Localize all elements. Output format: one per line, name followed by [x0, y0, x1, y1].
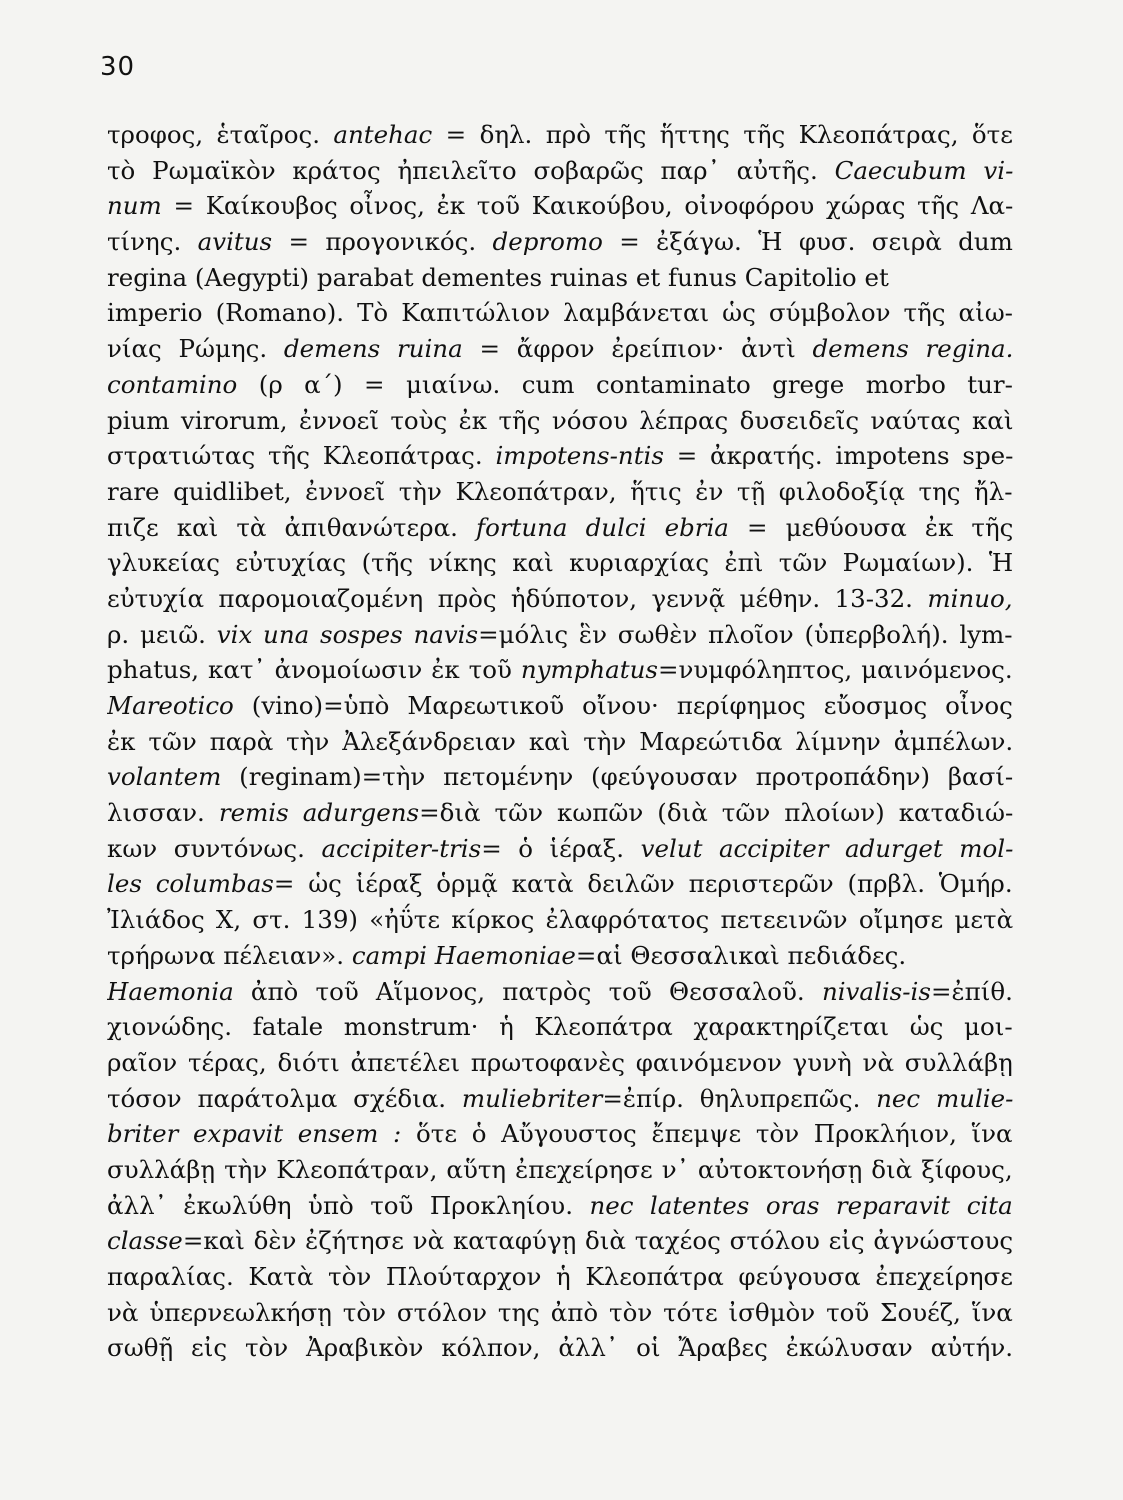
text-segment: νὰ ὑπερνεωλκήσῃ τὸν στόλον της ἀπὸ τὸν τότε ἰσθμὸν τοῦ Σουέζ, ἵνα	[107, 1297, 1013, 1327]
text-segment: νίας Ρώμης.	[107, 334, 284, 364]
text-segment: τροφος, ἑταῖρος.	[107, 120, 334, 149]
text-segment: τὸ Ρωμαϊκὸν κράτος ἠπειλεῖτο σοβαρῶς παρ᾽ αὐτῆς.	[107, 155, 835, 185]
text-line	[107, 1152, 1013, 1188]
text-line	[107, 1295, 1013, 1331]
text-segment: κων συντόνως.	[107, 833, 322, 863]
latin-term: antehac	[333, 120, 433, 149]
latin-term: minuo,	[927, 583, 1013, 613]
text-segment: =μόλις ἓν σωθὲν πλοῖον (ὑπερβολή). lym-	[478, 619, 1013, 649]
latin-term: nec mulie-	[876, 1083, 1013, 1113]
text-line	[107, 260, 1013, 296]
latin-term: accipiter-tris	[321, 833, 482, 863]
latin-term: demens regina.	[812, 334, 1013, 364]
page-number: 30	[100, 52, 136, 82]
text-segment: = ἄφρον ἐρείπιον· ἀντὶ	[462, 334, 813, 364]
text-line	[107, 1188, 1013, 1224]
text-line	[107, 1116, 1013, 1152]
text-line	[107, 510, 1013, 546]
text-segment: στρατιώτας τῆς Κλεοπάτρας.	[107, 441, 496, 471]
latin-term: velut accipiter adurget mol-	[640, 833, 1013, 863]
latin-term: num	[107, 191, 162, 221]
latin-term: Mareotico	[107, 691, 234, 720]
text-line	[107, 403, 1013, 439]
text-line	[107, 1045, 1013, 1081]
text-line	[107, 474, 1013, 510]
text-line	[107, 866, 1013, 902]
text-line	[107, 688, 1013, 724]
text-segment: =αἱ Θεσσαλικαὶ πεδιάδες.	[575, 940, 907, 970]
latin-term: volantem	[107, 762, 222, 792]
latin-term: avitus	[197, 227, 273, 257]
latin-term: Caecubum vi-	[834, 155, 1013, 185]
text-segment: phatus, κατ᾽ ἀνομοίωσιν ἐκ τοῦ	[107, 655, 521, 685]
latin-term: impotens-ntis	[495, 441, 664, 471]
text-segment: (ρ α΄) = μιαίνω. cum contaminato grege morbo tur-	[237, 369, 1013, 399]
text-segment: γλυκείας εὐτυχίας (τῆς νίκης καὶ κυριαρχίας ἐπὶ τῶν Ρωμαίων). Ἡ	[107, 548, 1013, 578]
text-segment: =νυμφόληπτος, μαινόμενος.	[657, 655, 1013, 685]
text-segment: ἐκ τῶν παρὰ τὴν Ἀλεξάνδρειαν καὶ τὴν Μαρεώτιδα λίμνην ἀμπέλων.	[107, 726, 1013, 756]
text-segment: (reginam)=τὴν πετομένην (φεύγουσαν προτροπάδην) βασί-	[221, 762, 1013, 792]
text-segment: πιζε καὶ τὰ ἀπιθανώτερα.	[107, 512, 476, 542]
text-segment: ρ. μειῶ.	[107, 619, 217, 649]
text-segment: τρήρωνα πέλειαν».	[107, 940, 352, 970]
text-segment: = ἀκρατής. impotens spe-	[663, 441, 1013, 471]
latin-term: Haemonia	[107, 976, 234, 1006]
latin-term: fortuna dulci ebria	[476, 512, 729, 542]
latin-term: remis adurgens	[218, 798, 420, 828]
text-segment: = ὁ ἱέραξ.	[481, 833, 641, 863]
text-segment: λισσαν.	[107, 798, 219, 828]
text-line	[107, 331, 1013, 367]
text-segment: = ὡς ἱέραξ ὁρμᾷ κατὰ δειλῶν περιστερῶν (πρβλ. Ὁμήρ.	[273, 869, 1013, 899]
text-segment: ἀλλ᾽ ἐκωλύθη ὑπὸ τοῦ Προκληίου.	[107, 1190, 590, 1220]
text-line	[107, 938, 1013, 974]
text-line	[107, 1259, 1013, 1295]
latin-term: classe	[107, 1226, 183, 1256]
text-segment: ραῖον τέρας, διότι ἀπετέλει πρωτοφανὲς φαινόμενον γυνὴ νὰ συλλάβῃ	[107, 1047, 1013, 1077]
text-segment: σωθῇ εἰς τὸν Ἀραβικὸν κόλπον, ἀλλ᾽ οἱ Ἄραβες ἐκώλυσαν αὐτήν.	[107, 1333, 1013, 1363]
text-line	[107, 545, 1013, 581]
text-line	[107, 1009, 1013, 1045]
text-line	[107, 974, 1013, 1010]
text-line	[107, 831, 1013, 867]
text-segment: = δηλ. πρὸ τῆς ἥττης τῆς Κλεοπάτρας, ὅτε	[432, 120, 1013, 149]
text-segment: Ἰλιάδος Χ, στ. 139) «ἠΰτε κίρκος ἐλαφρότατος πετεεινῶν οἴμησε μετὰ	[107, 905, 1013, 935]
text-segment: τίνης.	[107, 227, 198, 257]
text-line	[107, 438, 1013, 474]
text-line	[107, 1330, 1013, 1366]
text-segment: τόσον παράτολμα σχέδια.	[107, 1083, 462, 1113]
text-line	[107, 617, 1013, 653]
latin-term: les columbas	[107, 869, 274, 899]
text-segment: εὐτυχία παρομοιαζομένη πρὸς ἡδύποτον, γεννᾷ μέθην. 13-32.	[107, 583, 928, 613]
text-segment: regina (Aegypti) parabat dementes ruinas et funus Capitolio et	[107, 262, 889, 292]
text-segment: χιονώδης. fatale monstrum· ἡ Κλεοπάτρα χαρακτηρίζεται ὡς μοι-	[107, 1012, 1013, 1042]
text-line	[107, 188, 1013, 224]
text-segment: rare quidlibet, ἐννοεῖ τὴν Κλεοπάτραν, ἥτις ἐν τῇ φιλοδοξίᾳ της ἤλ-	[107, 476, 1013, 506]
text-line	[107, 1081, 1013, 1117]
text-segment: =ἐπίρ. θηλυπρεπῶς.	[602, 1083, 877, 1113]
latin-term: demens ruina	[283, 334, 463, 364]
text-line	[107, 652, 1013, 688]
text-segment: παραλίας. Κατὰ τὸν Πλούταρχον ἡ Κλεοπάτρα φεύγουσα ἐπεχείρησε	[107, 1262, 1013, 1291]
text-segment: = Καίκουβος οἶνος, ἐκ τοῦ Καικούβου, οἰνοφόρου χώρας τῆς Λα-	[161, 191, 1013, 221]
latin-term: depromo	[492, 227, 603, 257]
text-line	[107, 295, 1013, 331]
latin-term: campi Haemoniae	[351, 940, 576, 970]
latin-term: nec latentes oras reparavit cita	[589, 1190, 1013, 1220]
text-segment: ἀπὸ τοῦ Αἵμονος, πατρὸς τοῦ Θεσσαλοῦ.	[233, 976, 822, 1006]
text-segment: = μεθύουσα ἐκ τῆς	[728, 512, 1013, 542]
text-segment: (vino)=ὑπὸ Μαρεωτικοῦ οἴνου· περίφημος εὔοσμος οἶνος	[233, 691, 1013, 720]
text-line	[107, 724, 1013, 760]
text-line	[107, 224, 1013, 260]
latin-term: nymphatus	[520, 655, 658, 685]
latin-term: muliebriter	[461, 1083, 603, 1113]
text-segment: = προγονικός.	[272, 227, 493, 257]
text-segment: = ἐξάγω. Ἡ φυσ. σειρὰ dum	[602, 227, 1013, 257]
text-segment: ὅτε ὁ Αὔγουστος ἔπεμψε τὸν Προκλήιον, ἵνα	[401, 1119, 1013, 1149]
latin-term: briter expavit ensem :	[107, 1119, 402, 1149]
latin-term: nivalis-is	[821, 976, 931, 1006]
text-line	[107, 1223, 1013, 1259]
commentary-text	[107, 117, 1013, 1366]
latin-term: vix una sospes navis	[216, 619, 479, 649]
text-line	[107, 902, 1013, 938]
latin-term: contamino	[107, 369, 238, 399]
text-segment: imperio (Romano). Τὸ Καπιτώλιον λαμβάνεται ὡς σύμβολον τῆς αἰω-	[107, 298, 1013, 328]
text-line	[107, 117, 1013, 153]
text-line	[107, 367, 1013, 403]
text-line	[107, 153, 1013, 189]
text-segment: συλλάβῃ τὴν Κλεοπάτραν, αὕτη ἐπεχείρησε ν᾽ αὐτοκτονήσῃ διὰ ξίφους,	[107, 1154, 1013, 1184]
text-segment: =διὰ τῶν κωπῶν (διὰ τῶν πλοίων) καταδιώ-	[419, 798, 1013, 828]
text-segment: =ἐπίθ.	[930, 976, 1013, 1006]
text-segment: pium virorum, ἐννοεῖ τοὺς ἐκ τῆς νόσου λέπρας δυσειδεῖς ναύτας καὶ	[107, 405, 1013, 435]
text-line	[107, 795, 1013, 831]
text-line	[107, 759, 1013, 795]
text-segment: =καὶ δὲν ἐζήτησε νὰ καταφύγῃ διὰ ταχέος στόλου εἰς ἀγνώστους	[182, 1226, 1013, 1256]
text-line	[107, 581, 1013, 617]
